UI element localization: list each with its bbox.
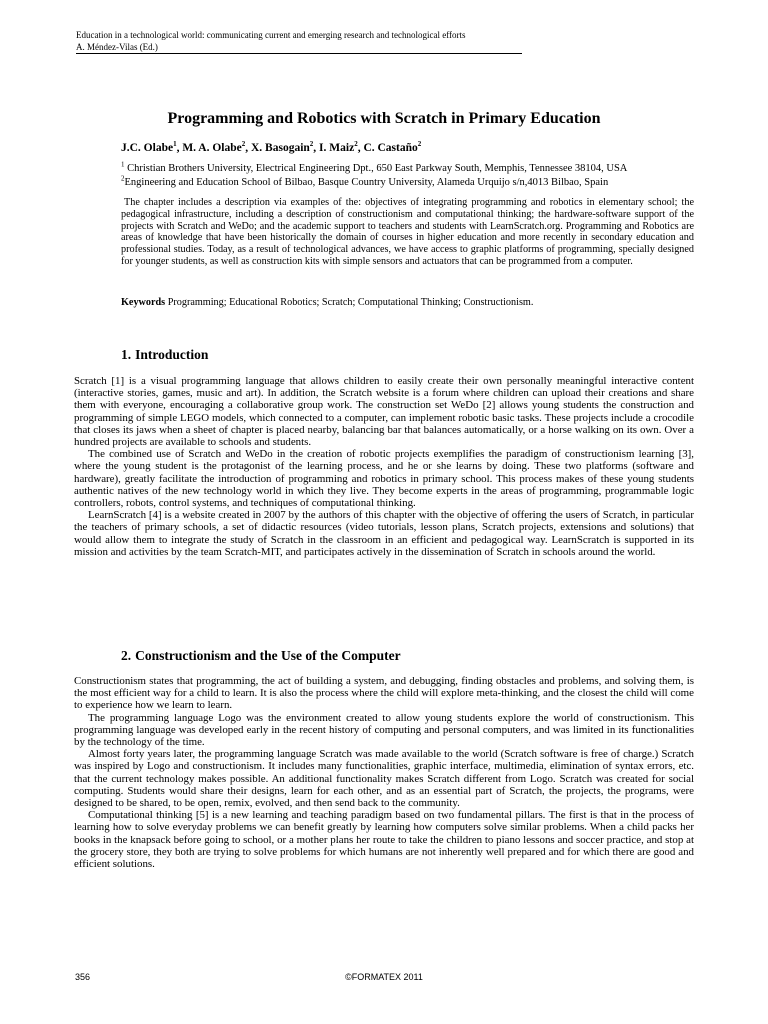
affiliation-list	[121, 162, 627, 190]
author-name: J.C. Olabe	[121, 142, 174, 154]
section-title: Introduction	[135, 347, 209, 362]
running-head	[76, 29, 522, 54]
page-number: 356	[75, 972, 91, 982]
author-name: X. Basogain	[251, 142, 310, 154]
section-body-constructionism	[74, 675, 694, 870]
author-name: C. Castaño	[363, 142, 418, 154]
author-affiliation-mark: 2	[309, 140, 314, 149]
section-heading-constructionism	[121, 648, 401, 664]
author-affiliation-mark: 2	[241, 140, 246, 149]
paper-title: Programming and Robotics with Scratch in Primary Education	[167, 110, 601, 127]
section-heading-introduction	[121, 347, 208, 363]
affiliation-number: 2	[121, 174, 125, 183]
author-name: I. Maiz	[319, 142, 355, 154]
author-name: M. A. Olabe	[182, 142, 242, 154]
paragraph: LearnScratch [4] is a website created in 2007 by the authors of this chapter with the objective of offering the users of Scratch, in particular the teachers of primary schools, a set of didactic resources (video tutorials, lesson plans, Scratch projects, extensions and solutions) that would allow them to integrate the study of Scratch in the classroom in an efficient and pedagogical way. LearnScratch is supported in its mission and activities by the team Scratch-MIT, and participates actively in the dissemination of Scratch in schools around the world.	[74, 509, 694, 558]
paragraph: Almost forty years later, the programming language Scratch was made available to the world (Scratch software is free of charge.) Scratch was inspired by Logo and constructionism. It includes many functionalities, graphic interface, multimedia, elimination of syntax errors, etc. that the current technology makes possible. An additional functionality makes Scratch different from Logo. Scratch was created for social computing. Students would share their designs, learn for each other, and as an essential part of Scratch, the projects, the programs, were designed to be shared, to be open, remix, evolved, and then send back to the community.	[74, 748, 694, 810]
book-title: Education in a technological world: communicating current and emerging research and technological efforts	[76, 30, 466, 40]
keywords-text: Programming; Educational Robotics; Scratch; Computational Thinking; Constructionism.	[167, 297, 534, 308]
copyright: ©FORMATEX 2011	[345, 972, 423, 982]
keywords-label: Keywords	[121, 297, 166, 308]
author-affiliation-mark: 2	[354, 140, 358, 149]
affiliation	[121, 162, 627, 176]
paragraph: Constructionism states that programming, the act of building a system, and debugging, finding obstacles and problems, and solving them, is the most efficient way for a child to learn. It is also the process where the child will explore meta-thinking, and the closest the child will come to experience how we learn to learn.	[74, 675, 694, 712]
paragraph: Scratch [1] is a visual programming language that allows children to easily create their own personally meaningful interactive content (interactive stories, games, music and art). In addition, the Scratch website is a forum where children can upload their creations and share them with everyone, encouraging a collaborative group work. The construction set WeDo [2] allows young students the construction and programming of simple LEGO models, which connected to a computer, can implement robotic basic tasks. These projects include a crocodile that closes its jaws when a sheet of chapter is placed nearby, balancing bar that balances automatically, or a horse walking on its own. Over a hundred projects are available to schools and students.	[74, 375, 694, 449]
affiliation-text: Christian Brothers University, Electrical Engineering Dpt., 650 East Parkway South, Memphis, Tennessee 38104, USA	[127, 163, 628, 174]
keywords	[121, 297, 694, 309]
book-editor: A. Méndez-Vilas (Ed.)	[76, 41, 522, 54]
section-body-introduction	[74, 375, 694, 558]
section-number: 2.	[121, 648, 132, 663]
author-list: J.C. Olabe$^1$, M. A. Olabe$^2$, X. Basogain$^2$, I. Maiz$^2$, C. Castaño$^2$	[121, 140, 422, 154]
abstract: The chapter includes a description via examples of the: objectives of integrating programming and robotics in elementary school; the pedagogical infrastructure, including a description of constructionism and computational thinking; the hardware-software support of the projects with Scratch and WeDo; and the academic support to teachers and students with LearnScratch.org. Programming and Robotics are areas of knowledge that have been historically the domain of courses in higher education and more recently in secondary education and professional studies. Today, as a result of technological advances, we have access to graphic platforms of programming, specially designed for younger students, as well as construction kits with simple sensors and actuators that can be programmed from a computer.	[121, 197, 694, 267]
paragraph: Computational thinking [5] is a new learning and teaching paradigm based on two fundamental pillars. The first is that in the process of learning how to solve everyday problems we can benefit greatly by learning how computers solve similar problems. When a child packs her books in the knapsack before going to school, or a mother plans her route to take the children to piano lessons and soccer practice, and stop at the grocery store, they both are trying to solve problems for which humans are not inherently well prepared and for which there are good and efficient solutions.	[74, 809, 694, 871]
affiliation	[121, 176, 627, 190]
affiliation-text: Engineering and Education School of Bilbao, Basque Country University, Alameda Urquijo s/n,4013 Bilbao, Spain	[124, 177, 609, 188]
affiliation-number: 1	[121, 160, 125, 169]
section-number: 1.	[121, 347, 132, 362]
paragraph: The combined use of Scratch and WeDo in the creation of robotic projects exemplifies the paradigm of constructionism learning [3], where the young student is the protagonist of the learning process, and he or she learns by doing. These two platforms (software and hardware), greatly facilitate the introduction of programming and robotics in primary school. This process makes of these young students authentic natives of the new technology world in which they live. They become experts in the areas of programming, programmable logic controllers, robots, control systems, and techniques of computational thinking.	[74, 448, 694, 510]
author-affiliation-mark: 2	[417, 140, 422, 149]
author-affiliation-mark: 1	[173, 140, 177, 149]
paragraph: The programming language Logo was the environment created to allow young students explore the world of constructionism. This programming language was developed early in the recent history of computing and personal computers, and was limited in its functionalities by the technology of the time.	[74, 711, 694, 749]
section-title: Constructionism and the Use of the Computer	[135, 648, 401, 663]
